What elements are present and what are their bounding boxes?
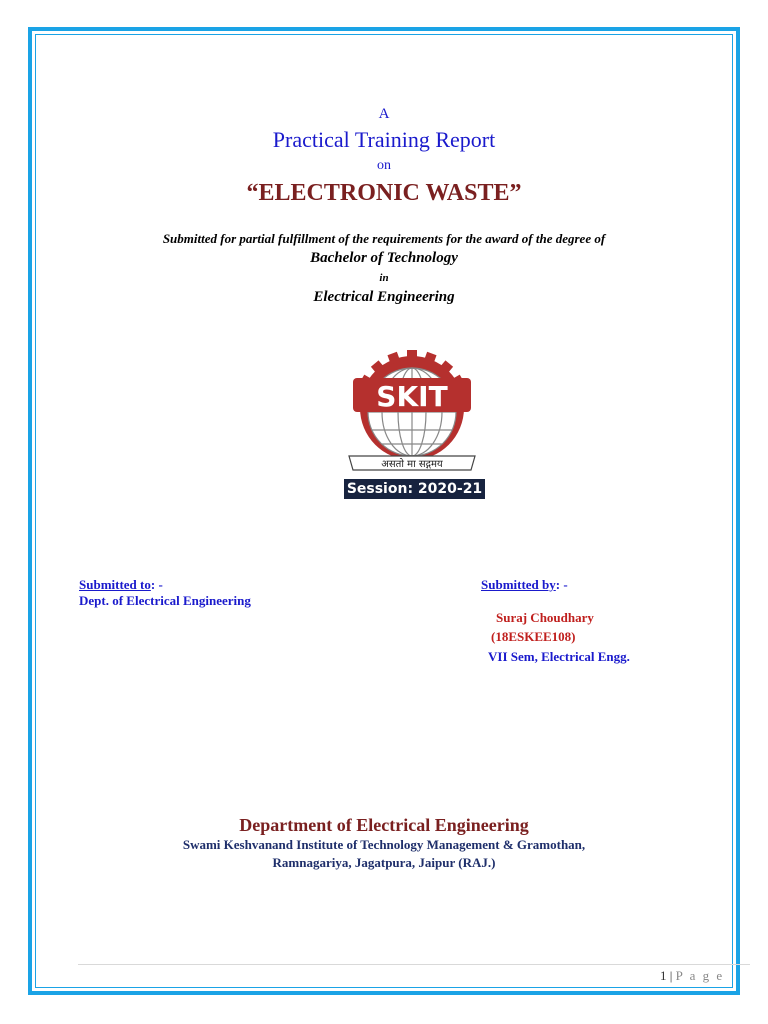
article-text: A (378, 106, 390, 122)
submitted-to-label: Submitted to (79, 577, 151, 592)
page-number-value: 1 (660, 968, 667, 983)
degree-name: Bachelor of Technology (310, 250, 458, 266)
student-roll: (18ESKEE108) (491, 629, 576, 644)
department-name: Department of Electrical Engineering (239, 815, 529, 835)
student-sem: VII Sem, Electrical Engg. (488, 649, 630, 664)
submitted-by-heading (481, 577, 568, 593)
report-type: Practical Training Report (272, 127, 496, 152)
session-badge: Session: 2020-21 (344, 479, 485, 499)
skit-logo (345, 350, 479, 474)
footer-divider (78, 964, 750, 965)
page-number (660, 968, 724, 984)
submitted-to-dept: Dept. of Electrical Engineering (79, 593, 251, 608)
submitted-to-heading (79, 577, 163, 593)
page-number-label: P a g e (675, 968, 725, 983)
logo-text: SKIT (376, 380, 448, 413)
branch-name: Electrical Engineering (313, 289, 455, 305)
page-number-sep: | (666, 968, 676, 983)
logo-motto: असतो मा सद्गमय (381, 459, 443, 470)
in-text: in (379, 272, 389, 284)
submitted-by-label: Submitted by (481, 577, 556, 592)
institute-address: Ramnagariya, Jagatpura, Jaipur (RAJ.) (272, 855, 496, 870)
student-name: Suraj Choudhary (496, 610, 594, 625)
report-title: “ELECTRONIC WASTE” (246, 180, 522, 206)
submitted-for-text: Submitted for partial fulfillment of the requirements for the award of the degree of (162, 231, 606, 246)
institute-name: Swami Keshvanand Institute of Technology Management & Gramothan, (182, 837, 586, 852)
submitted-by-suffix: : - (555, 577, 568, 592)
on-text: on (377, 158, 391, 173)
submitted-to-suffix: : - (150, 577, 163, 592)
